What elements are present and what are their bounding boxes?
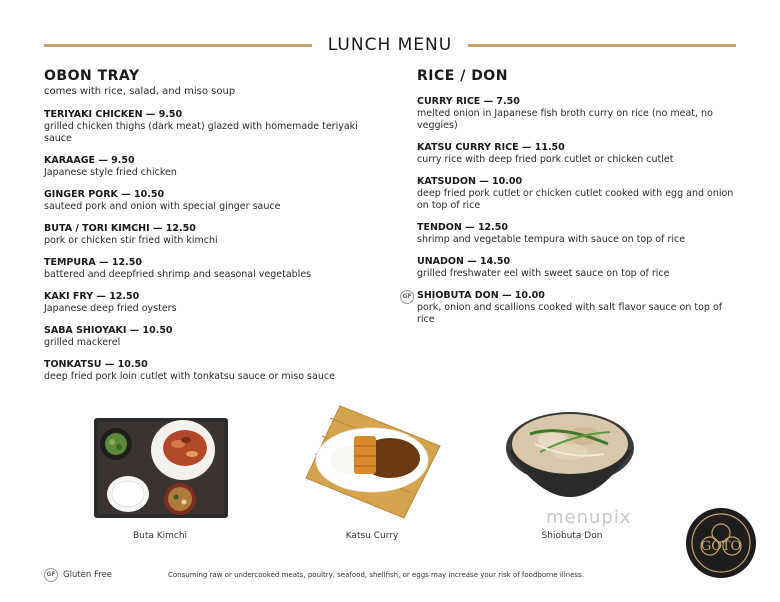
photo-caption: Katsu Curry: [345, 531, 399, 541]
item-description: sauteed pork and onion with special ginger sauce: [44, 201, 281, 212]
item-name: KAKI FRY — 12.50: [44, 291, 140, 302]
section-title: OBON TRAY: [44, 68, 140, 84]
menu-item: [44, 325, 374, 349]
item-name: CURRY RICE — 7.50: [417, 96, 520, 107]
photo-caption: Buta Kimchi: [132, 531, 188, 541]
header-rule-right: [468, 44, 736, 47]
item-name: GINGER PORK — 10.50: [44, 189, 165, 200]
menu-item: [417, 176, 739, 212]
item-description: shrimp and vegetable tempura with sauce on top of rice: [417, 234, 686, 245]
menu-header: [44, 34, 736, 56]
item-name: TONKATSU — 10.50: [44, 359, 148, 370]
item-name: KATSU CURRY RICE — 11.50: [417, 142, 565, 153]
page-title: LUNCH MENU: [327, 35, 453, 55]
menu-item: [417, 142, 739, 166]
item-description: Japanese style fried chicken: [44, 167, 177, 178]
buta-kimchi-photo: [88, 412, 233, 522]
menu-item: [44, 155, 374, 179]
item-name: UNADON — 14.50: [417, 256, 511, 267]
section-title: RICE / DON: [417, 68, 508, 84]
menu-item: [44, 189, 374, 213]
restaurant-logo: [684, 506, 758, 580]
item-description: pork or chicken stir fried with kimchi: [44, 235, 218, 246]
header-rule-left: [44, 44, 312, 47]
katsu-cutlet: [354, 436, 376, 474]
menu-item: [417, 256, 739, 280]
item-description: deep fried pork cutlet or chicken cutlet cooked with egg and onion on top of rice: [417, 188, 734, 211]
item-description: pork, onion and scallions cooked with salt flavor sauce on top of rice: [417, 302, 723, 325]
item-name: TENDON — 12.50: [417, 222, 508, 233]
menu-item: [44, 223, 374, 247]
item-name: TERIYAKI CHICKEN — 9.50: [44, 109, 183, 120]
foodborne-illness-notice: Consuming raw or undercooked meats, poultry, seafood, shellfish, or eggs may increase your risk of foodborne illness.: [168, 571, 584, 579]
menu-item: [44, 291, 374, 315]
gluten-free-label: Gluten Free: [63, 570, 113, 580]
item-name: SABA SHIOYAKI — 10.50: [44, 325, 173, 336]
item-description: Japanese deep fried oysters: [44, 303, 177, 314]
item-description: grilled chicken thighs (dark meat) glazed with homemade teriyaki sauce: [44, 121, 358, 144]
shiobuta-don-photo: [500, 404, 640, 516]
item-name: SHIOBUTA DON — 10.00: [417, 290, 545, 301]
item-name: KARAAGE — 9.50: [44, 155, 135, 166]
katsu-curry-photo: [300, 400, 445, 525]
menu-item: [402, 290, 739, 326]
gluten-free-legend: [44, 568, 112, 582]
section-subtitle: comes with rice, salad, and miso soup: [44, 86, 236, 97]
item-description: deep fried pork loin cutlet with tonkatsu sauce or miso sauce: [44, 371, 335, 382]
menu-item: [417, 96, 739, 132]
menu-item: [44, 257, 374, 281]
menu-item: [44, 109, 374, 145]
menu-item: [44, 359, 374, 383]
obon-tray-section: [44, 68, 374, 393]
item-description: grilled mackerel: [44, 337, 121, 348]
item-description: curry rice with deep fried pork cutlet or chicken cutlet: [417, 154, 674, 165]
item-name: BUTA / TORI KIMCHI — 12.50: [44, 223, 196, 234]
gluten-free-badge-icon: GF: [400, 290, 414, 304]
item-name: KATSUDON — 10.00: [417, 176, 523, 187]
watermark: menupix: [546, 507, 632, 528]
item-description: melted onion in Japanese fish broth curry on rice (no meat, no veggies): [417, 108, 713, 131]
item-name: TEMPURA — 12.50: [44, 257, 142, 268]
logo-text: GOTO: [700, 539, 742, 554]
menu-item: [417, 222, 739, 246]
rice-don-section: [402, 68, 739, 336]
gluten-free-badge-icon: GF: [44, 568, 58, 582]
photo-caption: Shiobuta Don: [541, 531, 603, 541]
item-description: grilled freshwater eel with sweet sauce on top of rice: [417, 268, 670, 279]
item-description: battered and deepfried shrimp and seasonal vegetables: [44, 269, 312, 280]
